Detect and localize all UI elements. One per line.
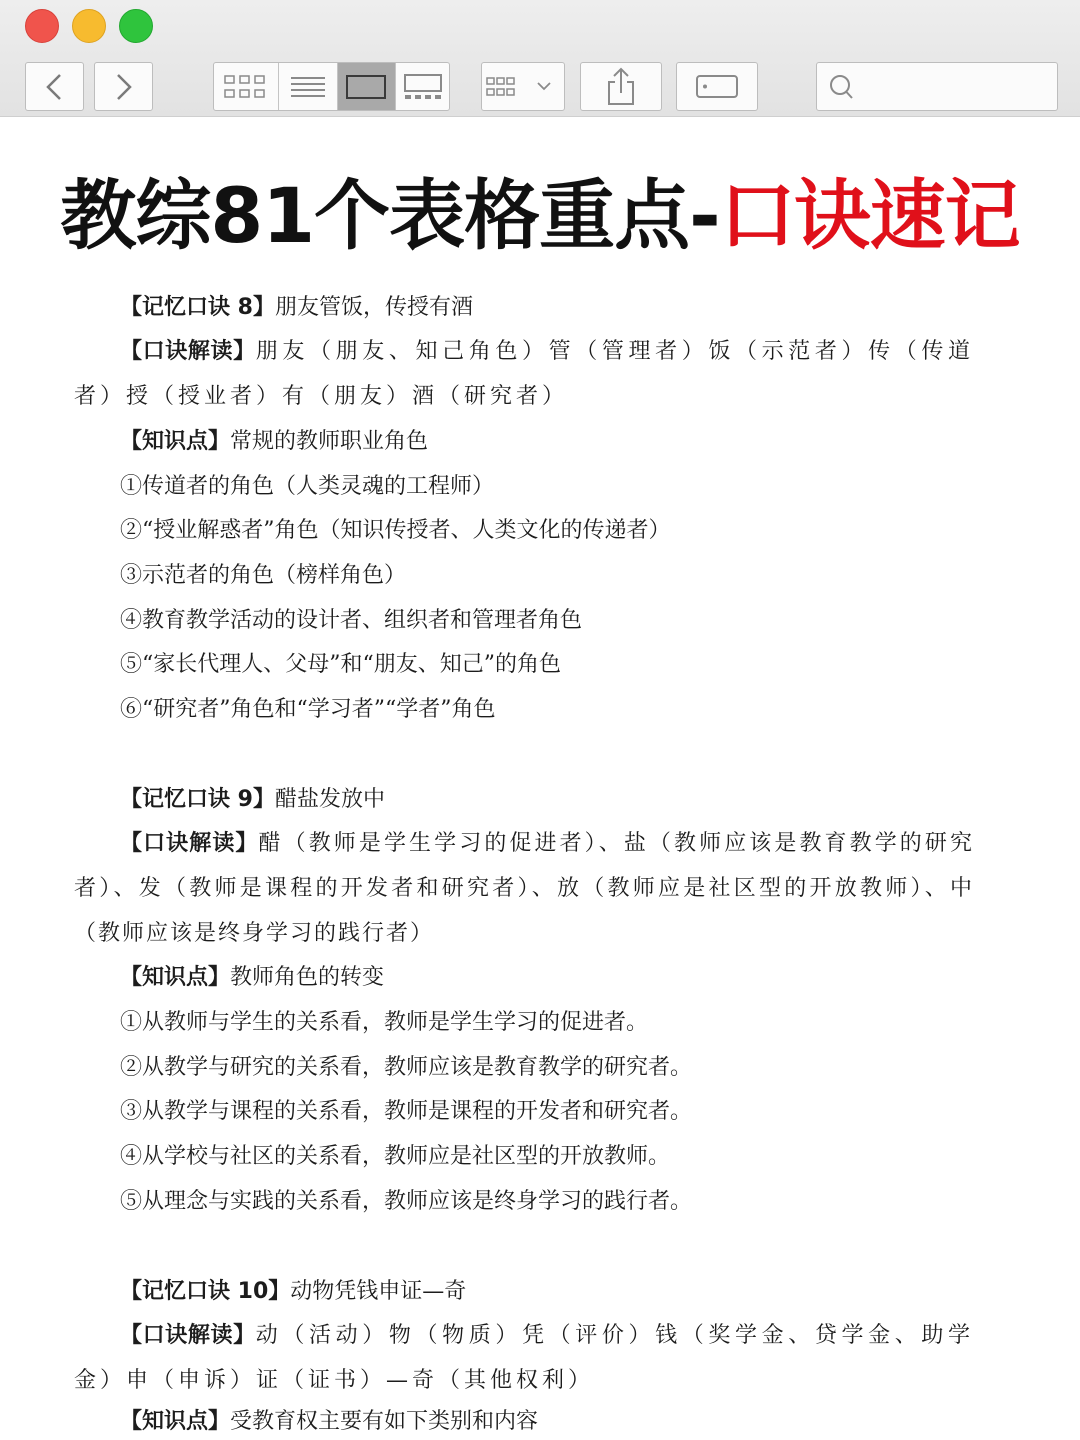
tag-icon (677, 63, 757, 110)
chevron-left-icon (26, 63, 83, 110)
interpretation-line: （教师应该是终身学习的践行者） (74, 921, 435, 946)
group-by-dropdown[interactable] (481, 62, 565, 111)
share-button[interactable] (580, 62, 662, 111)
forward-button[interactable] (94, 62, 153, 111)
list-item: ⑤从理念与实践的关系看，教师应该是终身学习的践行者。 (120, 1189, 693, 1214)
knowledge-point-heading: 【知识点】常规的教师职业角色 (120, 429, 429, 454)
view-mode-segmented-control (213, 62, 450, 111)
knowledge-point-heading: 【知识点】教师角色的转变 (120, 965, 385, 990)
interpretation-line: 【口诀解读】朋友（朋友、知己角色）管（管理者）饭（示范者）传（传道 (120, 339, 974, 364)
interpretation-line: 者）授（授业者）有（朋友）酒（研究者） (74, 384, 569, 409)
chevron-right-icon (95, 63, 152, 110)
list-item: ①传道者的角色（人类灵魂的工程师） (120, 474, 495, 499)
list-item: ①从教师与学生的关系看，教师是学生学习的促进者。 (120, 1010, 649, 1035)
group-dropdown-icon (482, 63, 564, 110)
list-view-icon[interactable] (279, 63, 337, 110)
back-button[interactable] (25, 62, 84, 111)
list-item: ②从教学与研究的关系看，教师应该是教育教学的研究者。 (120, 1055, 693, 1080)
interpretation-line: 【口诀解读】动（活动）物（物质）凭（评价）钱（奖学金、贷学金、助学 (120, 1323, 974, 1348)
mnemonic-heading-9: 【记忆口诀 9】醋盐发放中 (120, 787, 385, 812)
page-title (0, 166, 1080, 266)
mnemonic-heading-10: 【记忆口诀 10】动物凭钱申证—奇 (120, 1279, 467, 1304)
share-icon (581, 63, 661, 110)
interpretation-line: 【口诀解读】醋（教师是学生学习的促进者）、盐（教师应该是教育教学的研究 (120, 831, 974, 856)
tag-button[interactable] (676, 62, 758, 111)
title-black-part: 教综81个表格重点- (60, 171, 720, 260)
window-toolbar (0, 0, 1080, 117)
search-icon (825, 71, 859, 103)
interpretation-line: 金）申（申诉）证（证书）—奇（其他权利） (74, 1368, 595, 1393)
search-field[interactable] (816, 62, 1058, 111)
title-red-part: 口诀速记 (719, 171, 1020, 260)
minimize-window-button[interactable] (72, 9, 106, 43)
list-item: ③从教学与课程的关系看，教师是课程的开发者和研究者。 (120, 1099, 693, 1124)
mnemonic-heading-8: 【记忆口诀 8】朋友管饭，传授有酒 (120, 295, 473, 320)
single-page-icon[interactable] (337, 63, 395, 110)
list-item: ④教育教学活动的设计者、组织者和管理者角色 (120, 608, 583, 633)
list-item: ④从学校与社区的关系看，教师应是社区型的开放教师。 (120, 1144, 671, 1169)
close-window-button[interactable] (25, 9, 59, 43)
zoom-window-button[interactable] (119, 9, 153, 43)
list-item: ③示范者的角色（榜样角色） (120, 563, 407, 588)
list-item: ②“授业解惑者”角色（知识传授者、人类文化的传递者） (120, 518, 671, 543)
list-item: ⑤“家长代理人、父母”和“朋友、知己”的角色 (120, 652, 561, 677)
knowledge-point-heading: 【知识点】受教育权主要有如下类别和内容 (120, 1409, 539, 1434)
interpretation-line: 者）、发（教师是课程的开发者和研究者）、放（教师应是社区型的开放教师）、中 (74, 876, 974, 901)
grid-view-icon[interactable] (214, 63, 278, 110)
filmstrip-icon[interactable] (396, 63, 450, 110)
list-item: ⑥“研究者”角色和“学习者”“学者”角色 (120, 697, 496, 722)
